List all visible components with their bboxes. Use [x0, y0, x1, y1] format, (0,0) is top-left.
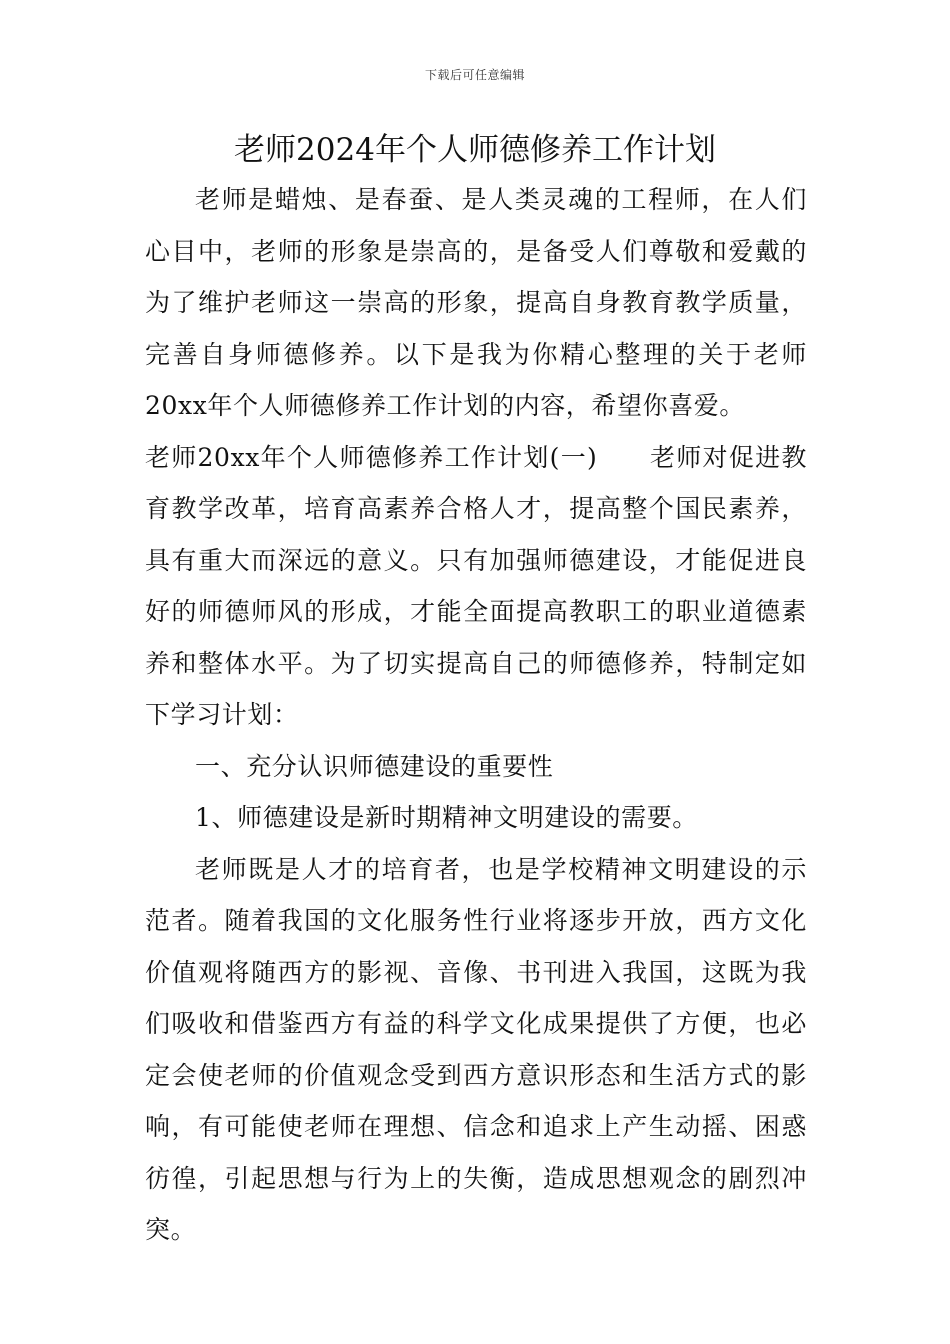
- paragraph-1: 老师既是人才的培育者，也是学校精神文明建设的示范者。随着我国的文化服务性行业将逐步开放，西方文化价值观将随西方的影视、音像、书刊进入我国，这既为我们吸收和借鉴西方有益的科学文化成果提供了方便，也必定会使老师的价值观念受到西方意识形态和生活方式的影响，有可能使老师在理想、信念和追求上产生动摇、困惑彷徨，引起思想与行为上的失衡，造成思想观念的剧烈冲突。: [145, 854, 807, 1244]
- intro-paragraph: 老师是蜡烛、是春蚕、是人类灵魂的工程师，在人们心目中，老师的形象是崇高的，是备受人们尊敬和爱戴的为了维护老师这一崇高的形象，提高自身教育教学质量，完善自身师德修养。以下是我为你精心整理的关于老师20xx年个人师德修养工作计划的内容，希望你喜爱。: [145, 185, 807, 420]
- heading-1: 一、充分认识师德建设的重要性: [195, 751, 554, 781]
- section-paragraph: [145, 432, 807, 741]
- section-intro: 老师对促进教育教学改革，培育高素养合格人才，提高整个国民素养，具有重大而深远的意义。只有加强师德建设，才能促进良好的师德师风的形成，才能全面提高教职工的职业道德素养和整体水平。为了切实提高自己的师德修养，特制定如下学习计划：: [145, 442, 807, 729]
- document-title: 老师2024年个人师德修养工作计划: [234, 132, 716, 168]
- document-body: [145, 174, 807, 1256]
- subheading-1: 1、师德建设是新时期精神文明建设的需要。: [195, 803, 698, 832]
- header-note: 下载后可任意编辑: [424, 68, 525, 82]
- section-heading: 老师20xx年个人师德修养工作计划(一): [145, 442, 598, 472]
